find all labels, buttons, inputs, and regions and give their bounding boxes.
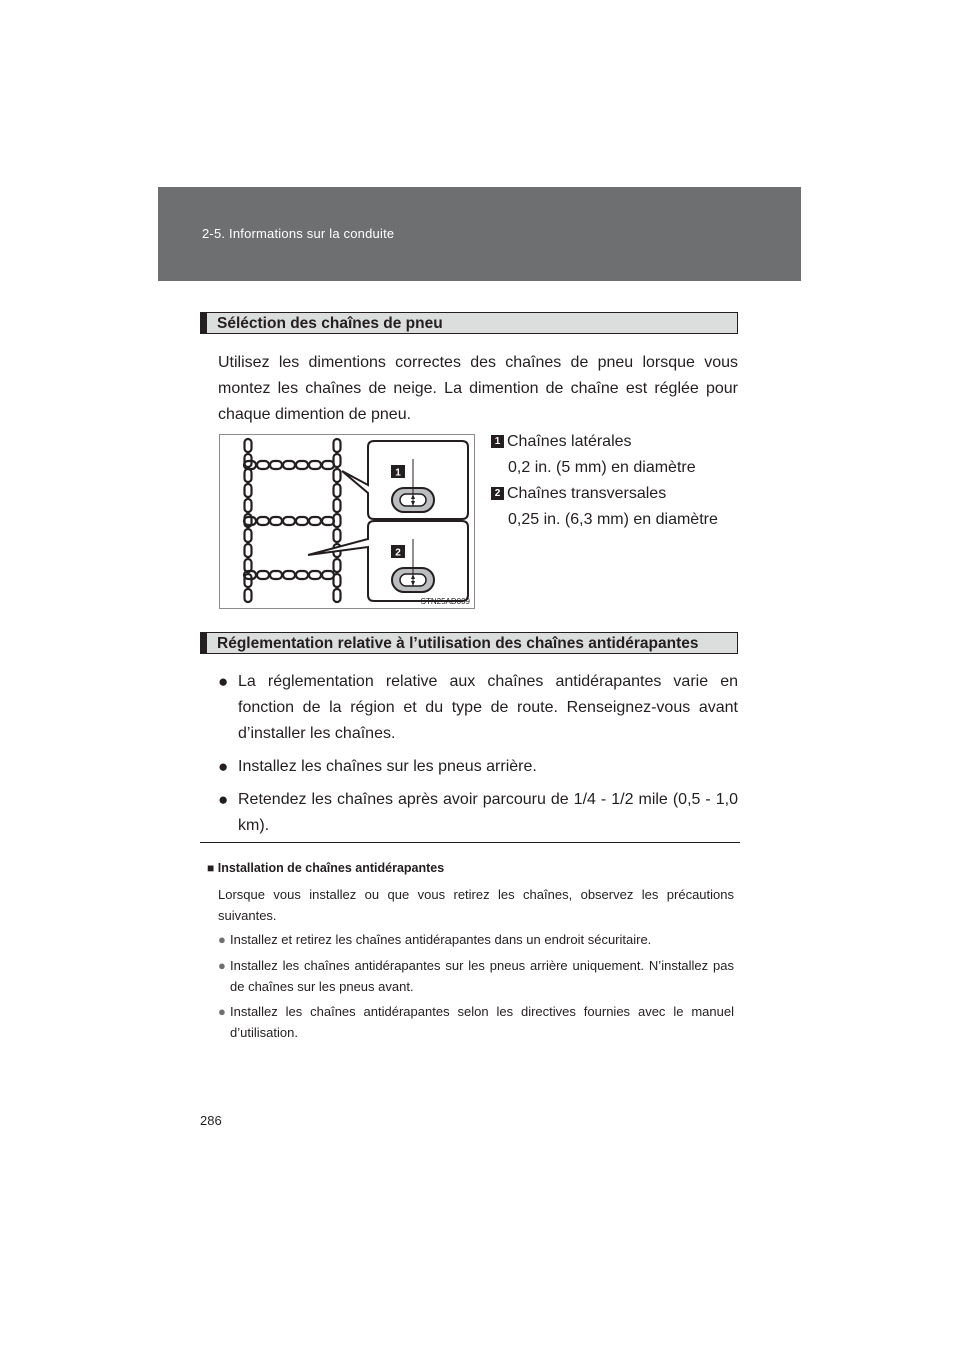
list-item: ● Retendez les chaînes après avoir parcouru de 1/4 - 1/2 mile (0,5 - 1,0 km). (218, 787, 738, 839)
square-marker-icon: ■ (207, 861, 215, 875)
svg-text:2: 2 (395, 547, 401, 559)
bullet-icon: ● (218, 932, 226, 947)
list-item: ● Installez et retirez les chaînes antidérapantes dans un endroit sécuritaire. (218, 929, 734, 950)
bullet-icon: ● (218, 958, 226, 973)
section-title: Séléction des chaînes de pneu (217, 315, 443, 332)
list-item: ● Installez les chaînes sur les pneus arrière. (218, 754, 738, 780)
svg-text:1: 1 (395, 467, 401, 479)
legend-title: Chaînes transversales (507, 485, 667, 502)
page-number: 286 (200, 1113, 222, 1128)
legend-number-badge: 2 (491, 487, 504, 500)
chain-diagram-icon (220, 435, 474, 608)
section-bar-accent (201, 313, 207, 333)
note-heading (207, 861, 444, 875)
legend-item-cross-chains (491, 481, 718, 528)
note-title: Installation de chaînes antidérapantes (217, 861, 445, 875)
section-bar-accent (201, 633, 207, 653)
legend-description: 0,2 in. (5 mm) en diamètre (508, 459, 696, 476)
bullet-icon: ● (218, 672, 229, 691)
header-band (158, 187, 801, 281)
bullet-icon: ● (218, 757, 229, 776)
figure-code: STN25AD009 (420, 597, 470, 606)
section-breadcrumb: 2-5. Informations sur la conduite (202, 226, 395, 241)
note-intro: Lorsque vous installez ou que vous retirez les chaînes, observez les précautions suivantes. (218, 887, 734, 923)
chain-illustration (219, 434, 475, 609)
legend-item-side-chains (491, 429, 696, 476)
legend-description: 0,25 in. (6,3 mm) en diamètre (508, 511, 718, 528)
list-item: ● La réglementation relative aux chaînes antidérapantes varie en fonction de la région et du type de route. Renseignez-vous avant d’installer les chaînes. (218, 669, 738, 747)
divider (200, 842, 740, 843)
legend-number-badge: 1 (491, 435, 504, 448)
section-title: Réglementation relative à l’utilisation des chaînes antidérapantes (217, 635, 699, 652)
bullet-icon: ● (218, 1004, 226, 1019)
legend-title: Chaînes latérales (507, 433, 632, 450)
section-title-bar-chain-selection (200, 312, 738, 334)
list-item: ● Installez les chaînes antidérapantes selon les directives fournies avec le manuel d’utilisation. (218, 1001, 734, 1043)
section-intro-paragraph: Utilisez les dimentions correctes des chaînes de pneu lorsque vous montez les chaînes de neige. La dimention de chaîne est réglée pour chaque dimention de pneu. (218, 354, 738, 423)
list-item: ● Installez les chaînes antidérapantes sur les pneus arrière uniquement. N’installez pas de chaînes sur les pneus avant. (218, 955, 734, 997)
bullet-icon: ● (218, 790, 229, 809)
section-title-bar-regulations (200, 632, 738, 654)
